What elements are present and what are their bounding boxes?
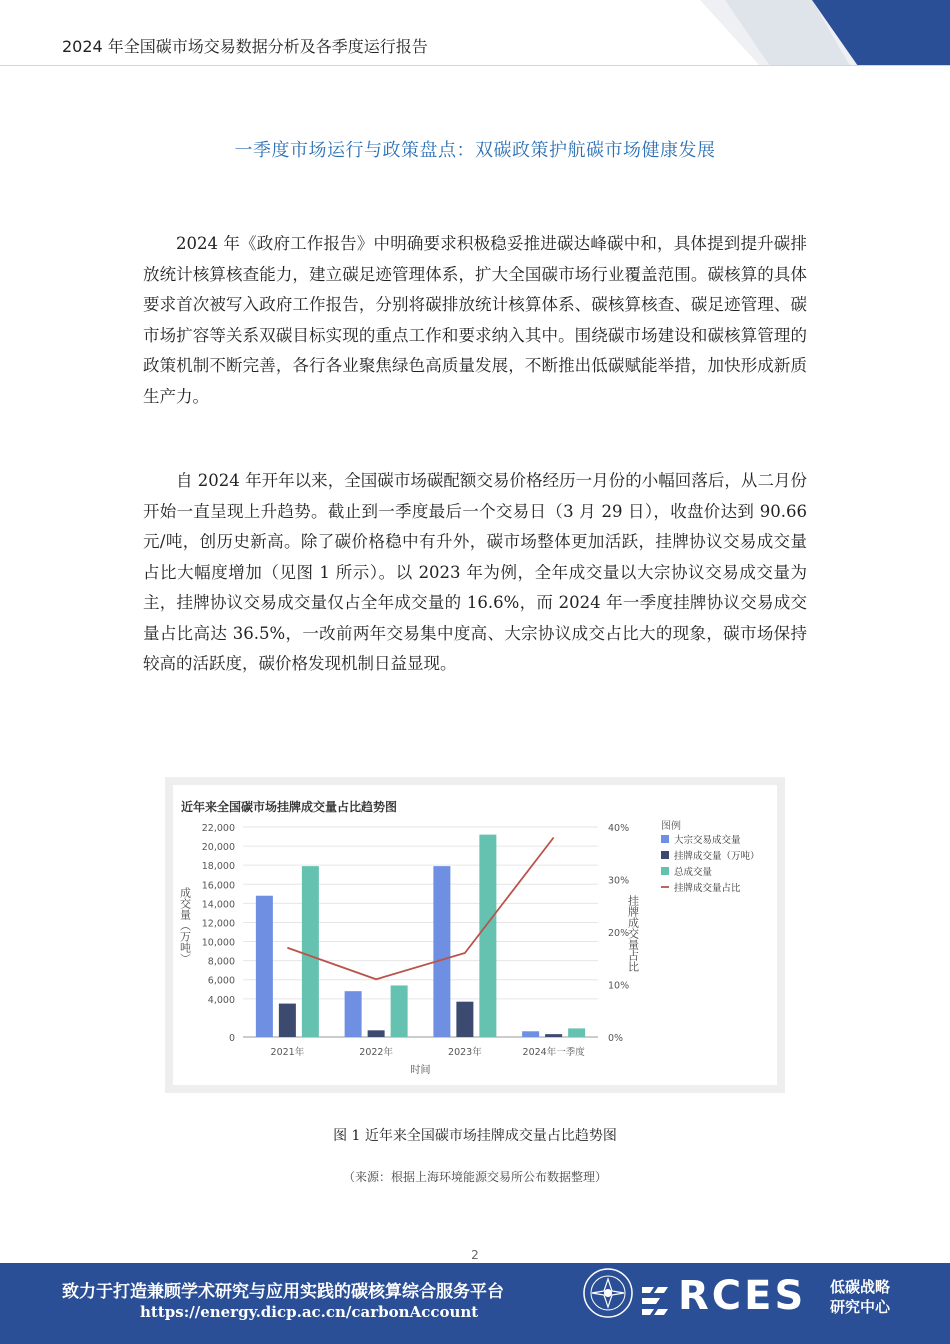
paragraph-text: 2024 年《政府工作报告》中明确要求积极稳妥推进碳达峰碳中和，具体提到提升碳排放统计核算核查能力，建立碳足迹管理体系，扩大全国碳市场行业覆盖范围。碳核算的具体要求首次被写入政府工作报告，分别将碳排放统计核算体系、碳核算核查、碳足迹管理、碳市场扩容等关系双碳目标实现的重点工作和要求纳入其中。围绕碳市场建设和碳核算管理的政策机制不断完善，各行各业聚焦绿色高质量发展，不断推出低碳赋能举措，加快形成新质生产力。 bbox=[143, 234, 807, 406]
legend-swatch bbox=[661, 835, 669, 843]
footer-slogan: 致力于打造兼顾学术研究与应用实践的碳核算综合服务平台 bbox=[62, 1282, 504, 1302]
chart-container bbox=[173, 785, 777, 1085]
paragraph-1 bbox=[143, 229, 807, 412]
x-axis-label: 时间 bbox=[410, 1065, 431, 1076]
y-tick-label: 6,000 bbox=[207, 975, 235, 987]
paragraph-text: 自 2024 年开年以来，全国碳市场碳配额交易价格经历一月份的小幅回落后，从二月份开始一直呈现上升趋势。截止到一季度最后一个交易日（3 月 29 日），收盘价达到 90.66 元/吨，创历史新高。除了碳价格稳中有升外，碳市场整体更加活跃，挂牌协议交易成交量占比大幅度增加（见图 1 所示）。以 2023 年为例，全年成交量以大宗协议交易成交量为主，挂牌协议交易成交量仅占全年成交量的 16.6%，而 2024 年一季度挂牌协议交易成交量占比高达 36.5%，一改前两年交易集中度高、大宗协议成交占比大的现象，碳市场保持较高的活跃度，碳价格发现机制日益显现。 bbox=[143, 471, 807, 673]
legend-swatch bbox=[661, 867, 669, 875]
y2-tick-label: 0% bbox=[608, 1033, 624, 1044]
x-tick-label: 2022年 bbox=[359, 1047, 393, 1058]
footer-org-name bbox=[830, 1277, 890, 1317]
legend-label: 大宗交易成交量 bbox=[674, 835, 741, 846]
legend-label: 总成交量 bbox=[674, 867, 713, 878]
chart-frame bbox=[165, 777, 785, 1093]
figure-source: （来源：根据上海环境能源交易所公布数据整理） bbox=[342, 1170, 607, 1184]
bar bbox=[345, 991, 362, 1037]
x-tick-label: 2023年 bbox=[448, 1047, 482, 1058]
header-title: 2024 年全国碳市场交易数据分析及各季度运行报告 bbox=[62, 37, 428, 56]
y-tick-label: 10,000 bbox=[201, 937, 235, 949]
bar bbox=[522, 1031, 539, 1037]
footer-url[interactable]: https://energy.dicp.ac.cn/carbonAccount bbox=[140, 1303, 479, 1321]
institute-seal-icon bbox=[582, 1267, 634, 1319]
footer-logo-text: RCES bbox=[678, 1273, 807, 1319]
y-tick-label: 20,000 bbox=[201, 842, 235, 854]
bar bbox=[368, 1030, 385, 1037]
y-tick-label: 4,000 bbox=[207, 994, 235, 1006]
y2-tick-label: 10% bbox=[608, 980, 630, 992]
line-series bbox=[287, 838, 553, 980]
page-footer bbox=[0, 1263, 950, 1344]
page-header bbox=[0, 0, 950, 66]
bar bbox=[279, 1004, 296, 1037]
page-number: 2 bbox=[471, 1248, 479, 1262]
x-tick-label: 2024年一季度 bbox=[522, 1047, 585, 1058]
section-title: 一季度市场运行与政策盘点：双碳政策护航碳市场健康发展 bbox=[234, 140, 716, 161]
y2-tick-label: 30% bbox=[608, 875, 630, 887]
y-tick-label: 12,000 bbox=[201, 918, 235, 930]
y-tick-label: 0 bbox=[228, 1033, 235, 1044]
bar bbox=[302, 866, 319, 1037]
footer-org-line2: 研究中心 bbox=[830, 1298, 891, 1316]
bar bbox=[256, 896, 273, 1037]
y2-tick-label: 20% bbox=[608, 928, 630, 939]
y-tick-label: 18,000 bbox=[201, 861, 235, 873]
bar bbox=[456, 1002, 473, 1037]
bar bbox=[479, 835, 496, 1037]
legend-label: 挂牌成交量占比 bbox=[674, 883, 741, 894]
y-axis-label: 成交量（万吨） bbox=[178, 887, 192, 964]
legend-swatch bbox=[661, 851, 669, 859]
chart-title: 近年来全国碳市场挂牌成交量占比趋势图 bbox=[181, 800, 398, 814]
y-tick-label: 14,000 bbox=[201, 899, 235, 911]
bar bbox=[433, 866, 450, 1037]
rces-logo-icon bbox=[638, 1281, 674, 1321]
y-tick-label: 16,000 bbox=[201, 880, 235, 892]
y-tick-label: 22,000 bbox=[201, 823, 235, 834]
y2-axis-label: 挂牌成交量占比 bbox=[626, 895, 640, 972]
bar bbox=[545, 1034, 562, 1037]
y2-tick-label: 40% bbox=[608, 823, 630, 834]
bar-line-chart bbox=[173, 785, 777, 1085]
x-tick-label: 2021年 bbox=[270, 1047, 305, 1058]
legend-label: 挂牌成交量（万吨） bbox=[674, 851, 760, 862]
y-tick-label: 8,000 bbox=[207, 956, 235, 968]
footer-org-line1: 低碳战略 bbox=[830, 1278, 891, 1296]
bar bbox=[391, 985, 408, 1037]
legend-title: 图例 bbox=[661, 821, 681, 832]
figure-caption: 图 1 近年来全国碳市场挂牌成交量占比趋势图 bbox=[333, 1128, 617, 1144]
bar bbox=[568, 1028, 585, 1037]
paragraph-2 bbox=[143, 466, 807, 680]
